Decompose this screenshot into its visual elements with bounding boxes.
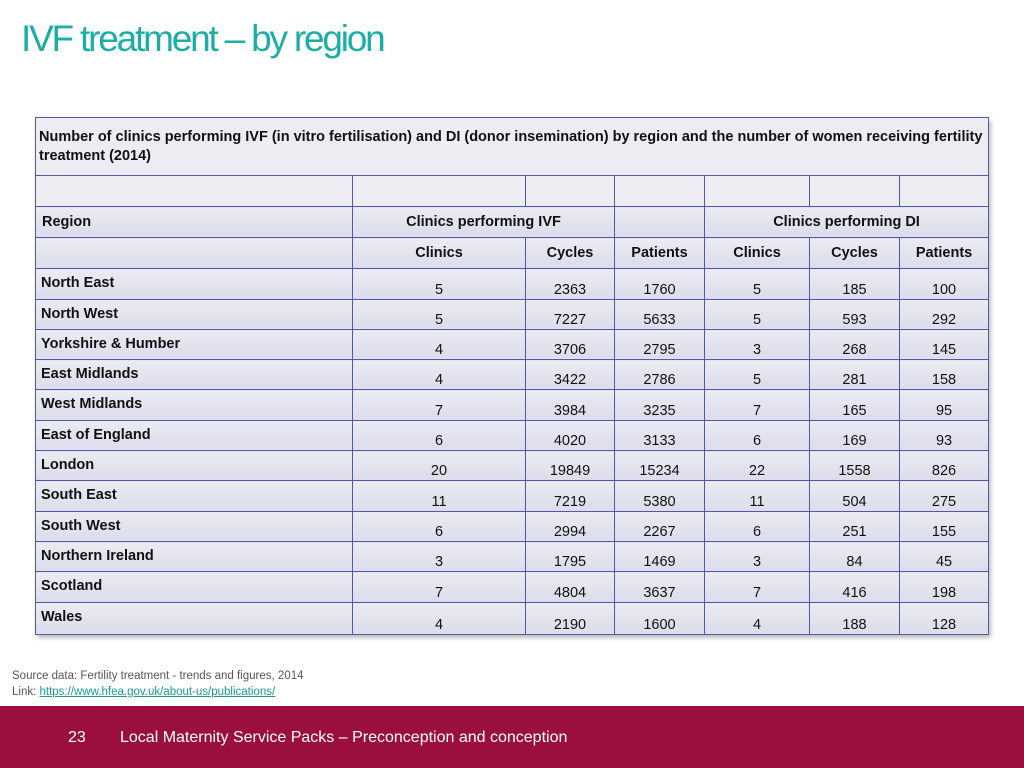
cell-di-clinics: 11 [705, 481, 810, 511]
cell-di-patients: 100 [900, 269, 989, 299]
cell-ivf-cycles: 1795 [526, 542, 615, 572]
cell-ivf-patients: 15234 [615, 451, 705, 481]
cell-di-patients: 292 [900, 299, 989, 329]
col-header-di-clinics: Clinics [705, 238, 810, 269]
cell-di-patients: 45 [900, 542, 989, 572]
cell-di-cycles: 268 [810, 329, 900, 359]
cell-ivf-patients: 1760 [615, 269, 705, 299]
cell-ivf-patients: 2786 [615, 360, 705, 390]
table-row [36, 511, 989, 541]
blank-row [36, 176, 989, 207]
cell-ivf-clinics: 11 [353, 481, 526, 511]
region-cell: Northern Ireland [36, 542, 353, 572]
cell-ivf-clinics: 5 [353, 299, 526, 329]
cell-di-clinics: 5 [705, 299, 810, 329]
cell-di-clinics: 22 [705, 451, 810, 481]
col-header-ivf-cycles: Cycles [526, 238, 615, 269]
di-group-header: Clinics performing DI [705, 207, 989, 238]
link-line [12, 684, 303, 700]
cell-di-clinics: 7 [705, 572, 810, 602]
table-row [36, 390, 989, 420]
cell-di-patients: 198 [900, 572, 989, 602]
region-cell: West Midlands [36, 390, 353, 420]
cell-di-patients: 95 [900, 390, 989, 420]
cell-di-clinics: 7 [705, 390, 810, 420]
footer-text: Local Maternity Service Packs – Preconception and conception [120, 729, 568, 746]
cell-di-clinics: 6 [705, 420, 810, 450]
blank-cell [36, 238, 353, 269]
blank-cell [900, 176, 989, 207]
cell-di-patients: 93 [900, 420, 989, 450]
cell-ivf-patients: 3133 [615, 420, 705, 450]
region-cell: Wales [36, 602, 353, 634]
cell-ivf-patients: 5633 [615, 299, 705, 329]
cell-ivf-clinics: 4 [353, 602, 526, 634]
source-label: Source data: Fertility treatment - trends and figures, 2014 [12, 670, 304, 682]
cell-di-patients: 155 [900, 511, 989, 541]
cell-ivf-cycles: 3984 [526, 390, 615, 420]
cell-di-patients: 145 [900, 329, 989, 359]
cell-ivf-clinics: 4 [353, 329, 526, 359]
publications-link[interactable]: https://www.hfea.gov.uk/about-us/publications/ [39, 686, 276, 698]
cell-di-cycles: 1558 [810, 451, 900, 481]
cell-ivf-cycles: 3422 [526, 360, 615, 390]
region-cell: East Midlands [36, 360, 353, 390]
cell-di-cycles: 165 [810, 390, 900, 420]
col-header-di-patients: Patients [900, 238, 989, 269]
table-caption: Number of clinics performing IVF (in vitro fertilisation) and DI (donor insemination) by region and the number of women receiving fertility treatment (2014) [36, 118, 989, 176]
cell-di-cycles: 593 [810, 299, 900, 329]
col-header-ivf-patients: Patients [615, 238, 705, 269]
page-number: 23 [68, 729, 86, 746]
cell-ivf-clinics: 6 [353, 420, 526, 450]
cell-di-clinics: 3 [705, 542, 810, 572]
cell-di-cycles: 84 [810, 542, 900, 572]
cell-ivf-cycles: 7219 [526, 481, 615, 511]
table-row [36, 451, 989, 481]
cell-di-cycles: 169 [810, 420, 900, 450]
cell-ivf-cycles: 19849 [526, 451, 615, 481]
cell-ivf-patients: 3235 [615, 390, 705, 420]
col-header-ivf-clinics: Clinics [353, 238, 526, 269]
cell-ivf-clinics: 3 [353, 542, 526, 572]
table-row [36, 420, 989, 450]
col-header-di-cycles: Cycles [810, 238, 900, 269]
cell-ivf-cycles: 2363 [526, 269, 615, 299]
footer-bar [0, 706, 1024, 768]
cell-ivf-clinics: 20 [353, 451, 526, 481]
cell-ivf-cycles: 2190 [526, 602, 615, 634]
cell-di-cycles: 188 [810, 602, 900, 634]
blank-cell [526, 176, 615, 207]
cell-ivf-clinics: 7 [353, 390, 526, 420]
cell-ivf-cycles: 4804 [526, 572, 615, 602]
slide-title: IVF treatment – by region [21, 18, 384, 59]
link-label: Link: [12, 686, 40, 698]
blank-cell [705, 176, 810, 207]
cell-ivf-patients: 3637 [615, 572, 705, 602]
cell-di-clinics: 4 [705, 602, 810, 634]
blank-cell [615, 176, 705, 207]
region-cell: Scotland [36, 572, 353, 602]
region-cell: South East [36, 481, 353, 511]
cell-di-cycles: 504 [810, 481, 900, 511]
table-row [36, 542, 989, 572]
cell-ivf-patients: 1469 [615, 542, 705, 572]
cell-di-clinics: 5 [705, 360, 810, 390]
group-header-row [36, 207, 989, 238]
cell-ivf-patients: 5380 [615, 481, 705, 511]
cell-di-patients: 826 [900, 451, 989, 481]
cell-di-clinics: 3 [705, 329, 810, 359]
cell-di-patients: 128 [900, 602, 989, 634]
cell-di-patients: 275 [900, 481, 989, 511]
cell-di-cycles: 281 [810, 360, 900, 390]
table-row [36, 360, 989, 390]
table-row [36, 299, 989, 329]
region-cell: Yorkshire & Humber [36, 329, 353, 359]
blank-cell [353, 176, 526, 207]
region-header: Region [36, 207, 353, 238]
region-cell: South West [36, 511, 353, 541]
sub-header-row [36, 238, 989, 269]
cell-di-patients: 158 [900, 360, 989, 390]
cell-di-clinics: 6 [705, 511, 810, 541]
cell-ivf-clinics: 7 [353, 572, 526, 602]
blank-cell [615, 207, 705, 238]
cell-di-cycles: 416 [810, 572, 900, 602]
cell-di-cycles: 185 [810, 269, 900, 299]
table-row [36, 602, 989, 634]
cell-ivf-patients: 2267 [615, 511, 705, 541]
cell-ivf-patients: 2795 [615, 329, 705, 359]
source-note [12, 668, 303, 700]
region-cell: East of England [36, 420, 353, 450]
region-cell: North East [36, 269, 353, 299]
table-row [36, 329, 989, 359]
cell-ivf-cycles: 4020 [526, 420, 615, 450]
region-cell: London [36, 451, 353, 481]
cell-di-clinics: 5 [705, 269, 810, 299]
blank-cell [810, 176, 900, 207]
table-body [36, 118, 989, 635]
cell-ivf-cycles: 7227 [526, 299, 615, 329]
cell-ivf-cycles: 3706 [526, 329, 615, 359]
cell-ivf-clinics: 5 [353, 269, 526, 299]
region-cell: North West [36, 299, 353, 329]
table-row [36, 572, 989, 602]
table-row [36, 269, 989, 299]
blank-cell [36, 176, 353, 207]
cell-di-cycles: 251 [810, 511, 900, 541]
ivf-region-table [35, 117, 989, 635]
cell-ivf-patients: 1600 [615, 602, 705, 634]
cell-ivf-clinics: 4 [353, 360, 526, 390]
caption-row [36, 118, 989, 176]
table-row [36, 481, 989, 511]
cell-ivf-cycles: 2994 [526, 511, 615, 541]
cell-ivf-clinics: 6 [353, 511, 526, 541]
ivf-group-header: Clinics performing IVF [353, 207, 615, 238]
